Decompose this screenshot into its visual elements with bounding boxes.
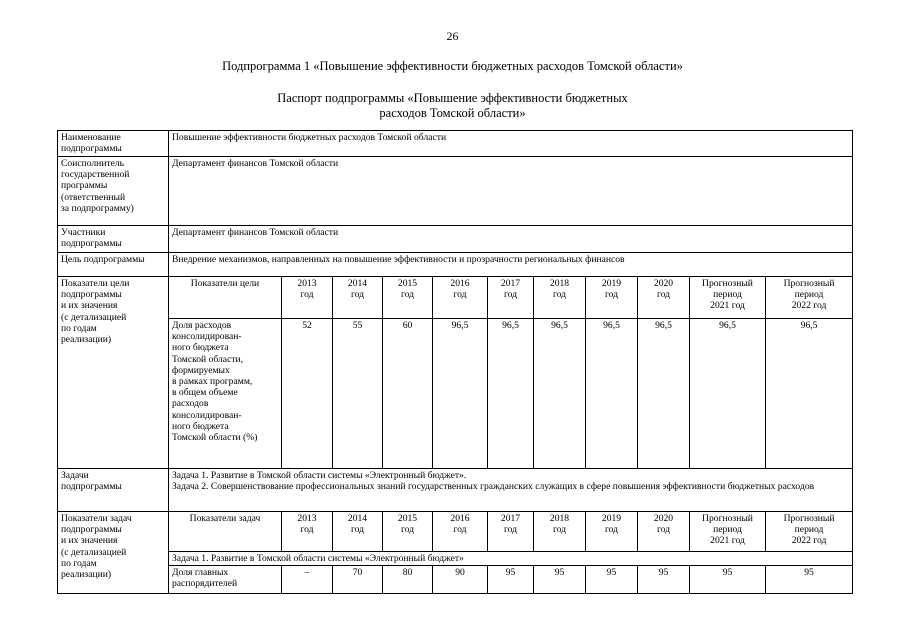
value-tasks: Задача 1. Развитие в Томской области системы «Электронный бюджет». Задача 2. Совершенствование профессиональных знаний государственных гражданских служащих в сфере повышения эффективности бюджетных расходов [169, 469, 853, 512]
task-year: 2016 год [433, 512, 488, 552]
goal-year: 2013 год [282, 277, 333, 319]
goal-year: Прогнозный период 2022 год [766, 277, 853, 319]
task-indicators-header: Показатели задач [169, 512, 282, 552]
row-participants [58, 226, 853, 253]
row-task1-title [58, 552, 853, 566]
goal-year: 2016 год [433, 277, 488, 319]
task-year: Прогнозный период 2021 год [690, 512, 766, 552]
passport-title-line1: Паспорт подпрограммы «Повышение эффективности бюджетных [277, 91, 628, 105]
goal-value: 55 [333, 319, 383, 469]
row-task-indicators-header [58, 512, 853, 552]
row-goal-indicators-header [58, 277, 853, 319]
row-tasks [58, 469, 853, 512]
subprogram-title: Подпрограмма 1 «Повышение эффективности бюджетных расходов Томской области» [222, 59, 683, 73]
goal-indicator-text: Доля расходов консолидирован- ного бюджета Томской области, формируемых в рамках программ, в общем объеме расходов консолидирован- ного бюджета Томской области (%) [169, 319, 282, 469]
goal-value: 96,5 [488, 319, 534, 469]
goal-value: 96,5 [586, 319, 638, 469]
task-value: 95 [488, 566, 534, 594]
goal-year: 2019 год [586, 277, 638, 319]
row-goal [58, 253, 853, 277]
task-value: – [282, 566, 333, 594]
goal-value: 60 [383, 319, 433, 469]
label-tasks: Задачи подпрограммы [58, 469, 169, 512]
row-goal-indicator-values [58, 319, 853, 469]
task-indicator-text: Доля главных распорядителей [169, 566, 282, 594]
page-number: 26 [446, 29, 459, 43]
goal-year: 2020 год [638, 277, 690, 319]
goal-value: 52 [282, 319, 333, 469]
goal-year: Прогнозный период 2021 год [690, 277, 766, 319]
task-year: 2020 год [638, 512, 690, 552]
task-value: 80 [383, 566, 433, 594]
goal-year: 2017 год [488, 277, 534, 319]
task-value: 95 [586, 566, 638, 594]
passport-title-line2: расходов Томской области» [379, 106, 526, 120]
task-year: Прогнозный период 2022 год [766, 512, 853, 552]
label-goal-indicators: Показатели цели подпрограммы и их значения (с детализацией по годам реализации) [58, 277, 169, 469]
task-value: 70 [333, 566, 383, 594]
goal-year: 2014 год [333, 277, 383, 319]
goal-value: 96,5 [534, 319, 586, 469]
label-goal: Цель подпрограммы [58, 253, 169, 277]
task-value: 95 [638, 566, 690, 594]
goal-value: 96,5 [690, 319, 766, 469]
task-value: 95 [534, 566, 586, 594]
task-value: 95 [766, 566, 853, 594]
goal-value: 96,5 [433, 319, 488, 469]
task-year: 2017 год [488, 512, 534, 552]
row-coexecutor [58, 157, 853, 226]
task-year: 2018 год [534, 512, 586, 552]
label-name: Наименование подпрограммы [58, 131, 169, 157]
task-year: 2015 год [383, 512, 433, 552]
row-task-indicator-values [58, 566, 853, 594]
label-task-indicators: Показатели задач подпрограммы и их значения (с детализацией по годам реализации) [58, 512, 169, 594]
passport-table [57, 130, 853, 594]
row-name [58, 131, 853, 157]
value-coexecutor: Департамент финансов Томской области [169, 157, 853, 226]
task-year: 2019 год [586, 512, 638, 552]
value-participants: Департамент финансов Томской области [169, 226, 853, 253]
goal-value: 96,5 [766, 319, 853, 469]
task-value: 95 [690, 566, 766, 594]
goal-year: 2015 год [383, 277, 433, 319]
task-year: 2014 год [333, 512, 383, 552]
passport-title [0, 91, 905, 121]
goal-year: 2018 год [534, 277, 586, 319]
task1-title: Задача 1. Развитие в Томской области системы «Электронный бюджет» [169, 552, 853, 566]
task-value: 90 [433, 566, 488, 594]
value-name: Повышение эффективности бюджетных расходов Томской области [169, 131, 853, 157]
label-coexecutor: Соисполнитель государственной программы (ответственный за подпрограмму) [58, 157, 169, 226]
goal-indicators-header: Показатели цели [169, 277, 282, 319]
goal-value: 96,5 [638, 319, 690, 469]
value-goal: Внедрение механизмов, направленных на повышение эффективности и прозрачности региональных финансов [169, 253, 853, 277]
task-year: 2013 год [282, 512, 333, 552]
label-participants: Участники подпрограммы [58, 226, 169, 253]
